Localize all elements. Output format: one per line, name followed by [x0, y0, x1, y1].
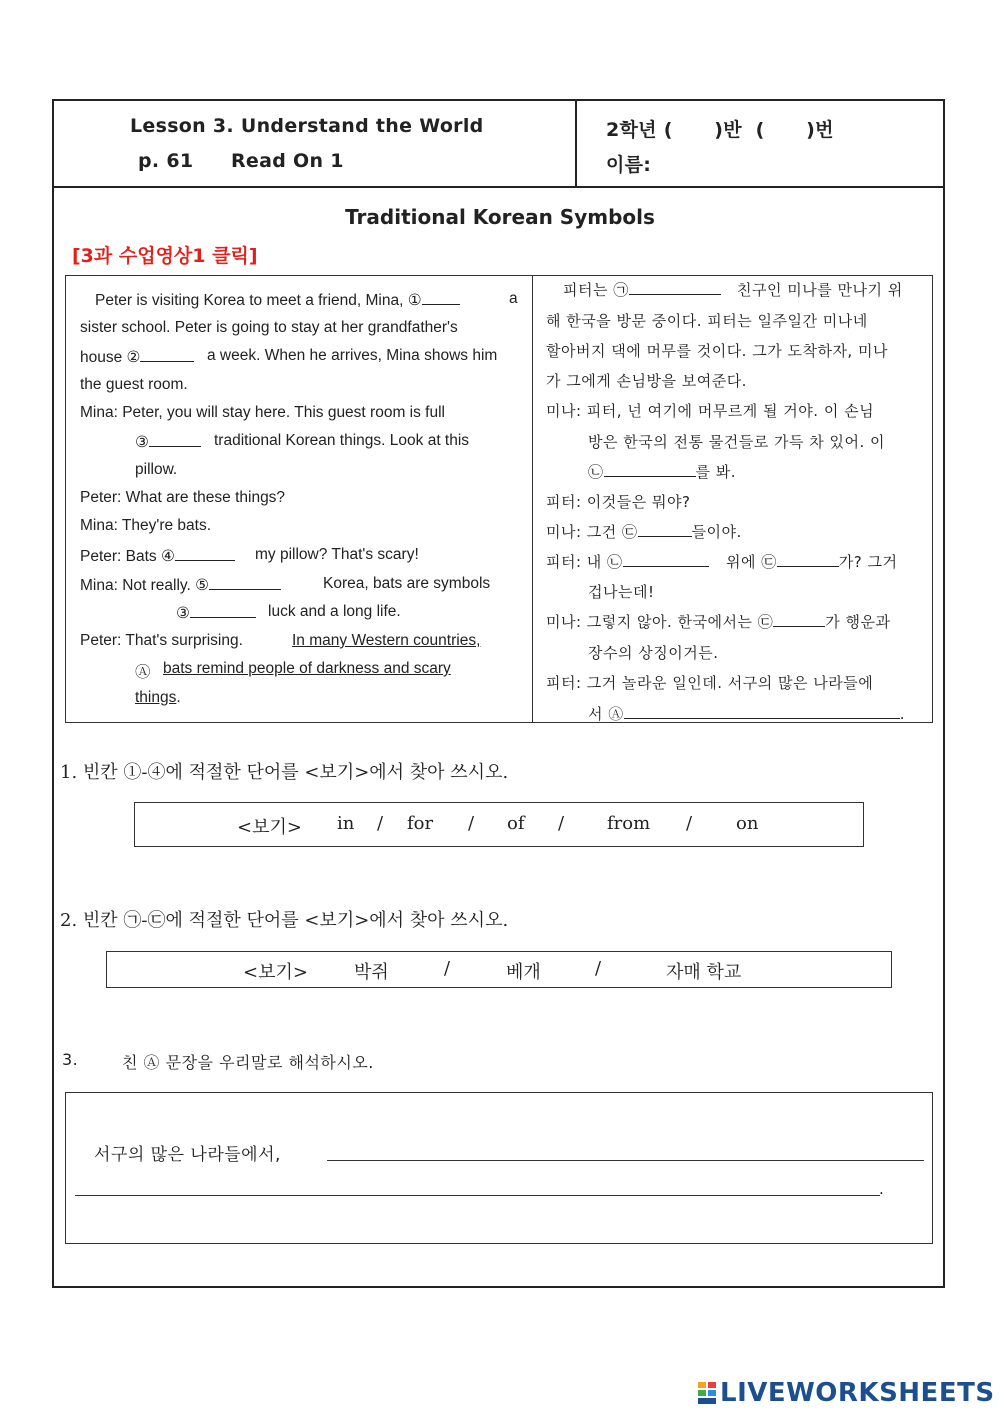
- page-number: p. 61: [138, 150, 194, 172]
- blank-ga[interactable]: [629, 280, 721, 295]
- lesson-title: Lesson 3. Understand the World: [130, 115, 484, 137]
- option-of: of: [507, 813, 525, 834]
- blank-3-second[interactable]: [190, 603, 256, 618]
- option-pillow: 베개: [506, 962, 541, 983]
- question-2: 2. 빈칸 ㉠-㉢에 적절한 단어를 <보기>에서 찾아 쓰시오.: [60, 910, 509, 931]
- blank-4[interactable]: [175, 546, 235, 561]
- option-bat: 박쥐: [354, 962, 389, 983]
- blank-da-third[interactable]: [773, 612, 825, 627]
- blank-na-second[interactable]: [623, 552, 709, 567]
- passage-divider: [532, 275, 533, 723]
- blank-na[interactable]: [604, 462, 696, 477]
- question-1: 1. 빈칸 ①-④에 적절한 단어를 <보기>에서 찾아 쓰시오.: [60, 762, 509, 783]
- grade-class-number: 2학년 ( )반 ( )번: [606, 119, 834, 141]
- liveworksheets-logo[interactable]: [698, 1378, 995, 1408]
- blank-da-second[interactable]: [777, 552, 839, 567]
- answer-period: .: [879, 1180, 885, 1198]
- header-column-divider: [575, 99, 577, 187]
- option-sister-school: 자매 학교: [666, 962, 742, 983]
- blank-2[interactable]: [140, 347, 194, 362]
- option-from: from: [607, 813, 651, 834]
- header-divider: [52, 186, 945, 188]
- section-name: Read On 1: [231, 150, 344, 172]
- option-in: in: [337, 813, 355, 834]
- brand-name: LIVEWORKSHEETS: [720, 1378, 995, 1408]
- blank-5[interactable]: [209, 575, 281, 590]
- question-3: 친 Ⓐ 문장을 우리말로 해석하시오.: [122, 1053, 374, 1072]
- blank-3[interactable]: [149, 432, 201, 447]
- answer-box: [65, 1092, 933, 1244]
- options-label: <보기>: [237, 817, 302, 838]
- options-box-2: [106, 951, 892, 988]
- liveworksheets-logo-icon: [698, 1382, 716, 1404]
- answer-line-1[interactable]: [327, 1160, 924, 1161]
- worksheet-title: Traditional Korean Symbols: [345, 205, 655, 229]
- options-label: <보기>: [243, 962, 308, 983]
- answer-prefix: 서구의 많은 나라들에서,: [94, 1145, 281, 1165]
- blank-da[interactable]: [638, 522, 692, 537]
- name-label: 이름:: [606, 154, 652, 176]
- option-for: for: [407, 813, 434, 834]
- blank-1[interactable]: [422, 290, 460, 305]
- video-lesson-link[interactable]: [3과 수업영상1 클릭]: [72, 245, 258, 267]
- underlined-sentence-a: In many Western countries,: [292, 632, 481, 649]
- blank-a-translation[interactable]: [624, 704, 900, 719]
- answer-line-2[interactable]: [75, 1195, 880, 1196]
- option-on: on: [736, 813, 759, 834]
- question-3-number: 3.: [62, 1050, 79, 1069]
